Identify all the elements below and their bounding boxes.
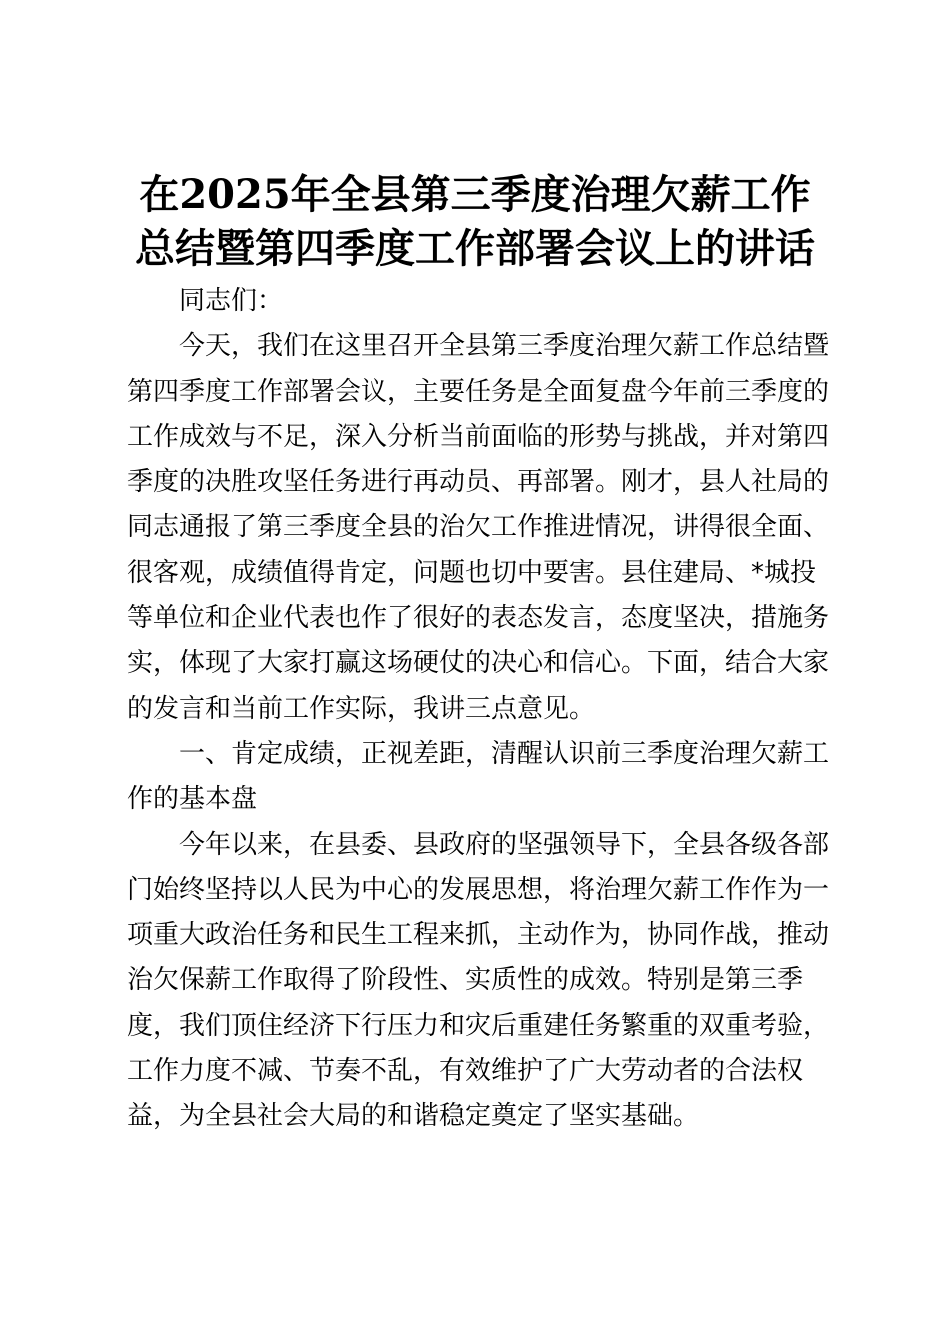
section-heading-1: 一、肯定成绩，正视差距，清醒认识前三季度治理欠薪工作的基本盘 [127, 738, 830, 815]
title-line-2: 总结暨第四季度工作部署会议上的讲话 [135, 225, 815, 272]
document-body [127, 279, 829, 1140]
salutation: 同志们： [179, 286, 284, 316]
paragraph-achievements: 今年以来，在县委、县政府的坚强领导下，全县各级各部门始终坚持以人民为中心的发展思想，将治理欠薪工作作为一项重大政治任务和民生工程来抓，主动作为，协同作战，推动治欠保薪工作取得了阶段性、实质性的成效。特别是第三季度，我们顶住经济下行压力和灾后重建任务繁重的双重考验，工作力度不减、节奏不乱，有效维护了广大劳动者的合法权益，为全县社会大局的和谐稳定奠定了坚实基础。 [127, 829, 830, 1132]
paragraph-opening: 今天，我们在这里召开全县第三季度治理欠薪工作总结暨第四季度工作部署会议，主要任务是全面复盘今年前三季度的工作成效与不足，深入分析当前面临的形势与挑战，并对第四季度的决胜攻坚任务进行再动员、再部署。刚才，县人社局的同志通报了第三季度全县的治欠工作推进情况，讲得很全面、很客观，成绩值得肯定，问题也切中要害。县住建局、*城投等单位和企业代表也作了很好的表态发言，态度坚决，措施务实，体现了大家打赢这场硬仗的决心和信心。下面，结合大家的发言和当前工作实际，我讲三点意见。 [127, 331, 830, 724]
title-line-1: 在2025年全县第三季度治理欠薪工作 [139, 171, 811, 218]
document-title [110, 168, 840, 276]
